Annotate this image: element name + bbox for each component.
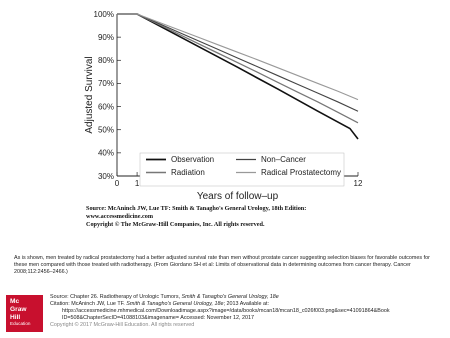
source-line-1: Source: McAninch JW, Lue TF: Smith & Tanagho's General Urology, 18th Edition: bbox=[86, 205, 307, 212]
y-tick-label: 80% bbox=[97, 56, 114, 66]
source-box bbox=[86, 205, 386, 230]
x-tick-label: 1 bbox=[134, 179, 140, 188]
series-lines bbox=[117, 14, 358, 139]
legend-label-1: Radiation bbox=[171, 168, 205, 177]
source-line-3: Copyright © The McGraw-Hill Companies, Inc. All rights reserved. bbox=[86, 221, 265, 229]
footer-url-1[interactable]: https://accessmedicine.mhmedical.com/Downloadimage.aspx?image=/data/books/mcan18/mcan18_c026f003.png&sec=41091864&Book bbox=[62, 307, 390, 314]
x-tick-label: 0 bbox=[114, 179, 120, 188]
figure-caption: As is shown, men treated by radical prostatectomy had a better adjusted survival rate than men without prostate cancer suggesting selection biases for favorable outcomes for these men compared with those treated with radiotherapy. (From Giordano SH et al: Limits of observational data in determining outcomes from cancer therapy. Cancer 2008;112:2456–2466.) bbox=[14, 255, 430, 275]
y-tick-label: 70% bbox=[97, 79, 114, 89]
legend-label-3: Radical Prostatectomy bbox=[261, 168, 342, 177]
legend-label-2: Non–Cancer bbox=[261, 155, 306, 164]
y-tick-label: 40% bbox=[97, 148, 114, 158]
footer-source: Source: Chapter 26. Radiotherapy of Urologic Tumors, Smith & Tanagho's General Urology, 18e bbox=[50, 294, 279, 300]
y-tick-label: 90% bbox=[97, 32, 114, 42]
y-tick-label: 100% bbox=[93, 9, 114, 19]
legend bbox=[140, 153, 344, 186]
footer-url-2[interactable]: ID=508&ChapterSecID=41088103&imagename= Accessed: November 12, 2017 bbox=[62, 314, 254, 321]
y-tick-label: 30% bbox=[97, 171, 114, 181]
y-tick-label: 60% bbox=[97, 102, 114, 112]
x-tick-label: 12 bbox=[353, 179, 363, 188]
series-line-1 bbox=[117, 14, 358, 123]
footer-citation-line: Citation: McAninch JW, Lue TF. Smith & Tanagho's General Urology, 18e; 2013 Available at: bbox=[50, 300, 269, 307]
x-axis-label: Years of follow–up bbox=[196, 191, 279, 202]
footer bbox=[0, 294, 450, 338]
source-line-2[interactable]: www.accessmedicine.com bbox=[86, 213, 154, 221]
y-axis-label: Adjusted Survival bbox=[84, 56, 95, 134]
mcgraw-hill-logo: Mc Graw Hill Education bbox=[6, 295, 43, 332]
legend-label-0: Observation bbox=[171, 155, 215, 164]
y-tick-label: 50% bbox=[97, 125, 114, 135]
series-line-0 bbox=[117, 14, 358, 139]
footer-citation bbox=[50, 294, 446, 329]
series-line-3 bbox=[117, 14, 358, 100]
footer-copyright: Copyright © 2017 McGraw-Hill Education. All rights reserved bbox=[50, 321, 195, 328]
